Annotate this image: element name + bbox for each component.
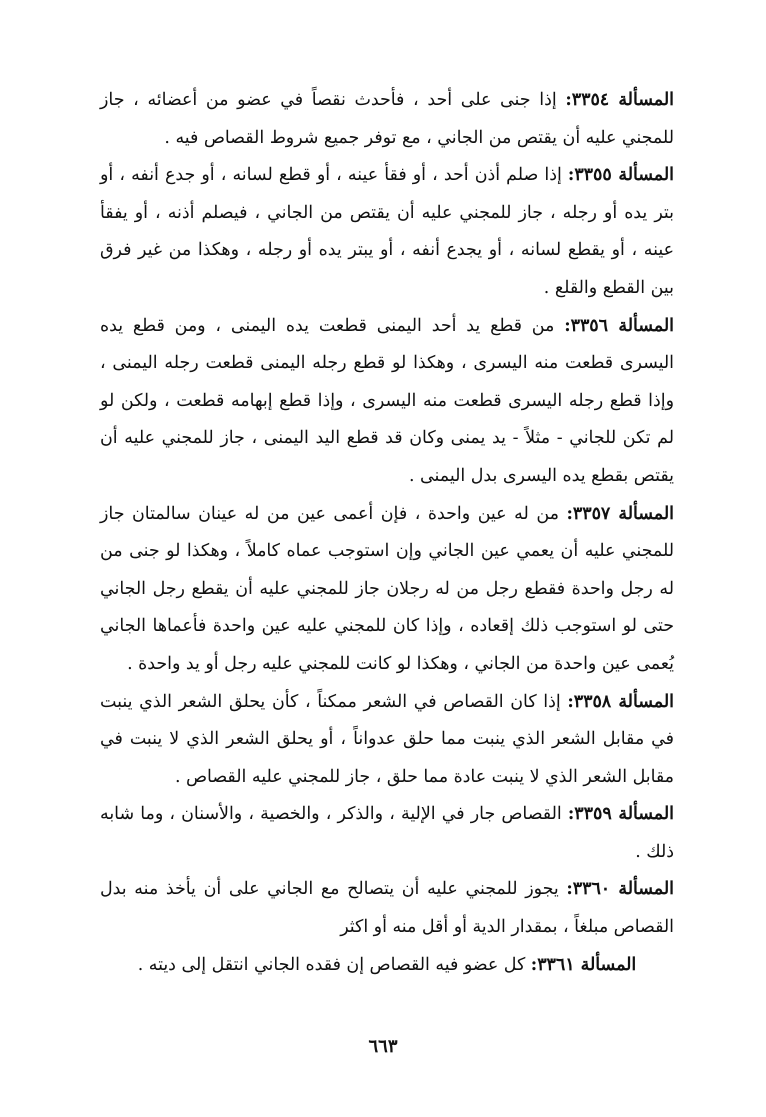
issue-text: يجوز للمجني عليه أن يتصالح مع الجاني على أن يأخذ منه بدل القصاص مبلغاً ، بمقدار الدية أو أقل منه أو اكثر: [100, 879, 674, 938]
issue-label: المسألة ٣٣٦١:: [530, 954, 637, 975]
issue-text: كل عضو فيه القصاص إن فقده الجاني انتقل إلى ديته .: [137, 954, 531, 975]
issue-label: المسألة ٣٣٥٦:: [564, 315, 674, 336]
issue-3354: [100, 82, 674, 157]
issue-label: المسألة ٣٣٥٥:: [567, 165, 674, 186]
issue-3359: [100, 796, 674, 871]
issue-label: المسألة ٣٣٥٤:: [565, 90, 674, 110]
issue-text: من له عين واحدة ، فإن أعمى عين من له عينان سالمتان جاز للمجني عليه أن يعمي عين الجاني وإن استوجب عماه كاملاً ، وهكذا لو جنى من له رجل واحدة فقطع رجل من له رجلان جاز للمجني عليه أن يقطع رجل الجاني حتى لو استوجب ذلك إقعاده ، وإذا كان للمجني عليه عين واحدة فأعماها الجاني يُعمى عين واحدة من الجاني ، وهكذا لو كانت للمجني عليه رجل أو يد واحدة .: [100, 503, 674, 674]
issue-3361: [100, 947, 674, 985]
issue-label: المسألة ٣٣٥٩:: [567, 804, 674, 825]
issue-text: القصاص جار في الإلية ، والذكر ، والخصية ، والأسنان ، وما شابه ذلك .: [100, 804, 674, 862]
issue-3358: [100, 684, 674, 797]
issue-text: إذا صلم أذن أحد ، أو فقأ عينه ، أو قطع لسانه ، أو جدع أنفه ، أو بتر يده أو رجله ، جاز للمجني عليه أن يقتص من الجاني ، فيصلم أذنه ، أو يفقأ عينه ، أو يقطع لسانه ، أو يجدع أنفه ، أو يبتر يده أو رجله ، وهكذا من غير فرق بين القطع والقلع .: [100, 165, 674, 298]
page-number: ٦٦٣: [368, 1036, 398, 1057]
issue-3360: [100, 871, 674, 946]
issue-label: المسألة ٣٣٥٧:: [566, 503, 674, 524]
issue-label: المسألة ٣٣٥٨:: [567, 691, 674, 712]
issue-text: إذا كان القصاص في الشعر ممكناً ، كأن يحلق الشعر الذي ينبت في مقابل الشعر الذي ينبت مما حلق عدواناً ، أو يحلق الشعر الذي لا ينبت في مقابل الشعر الذي لا ينبت عادة مما حلق ، جاز للمجني عليه القصاص .: [100, 691, 674, 787]
issue-3355: [100, 157, 674, 307]
issue-3356: [100, 308, 674, 496]
issue-text: من قطع يد أحد اليمنى قطعت يده اليمنى ، ومن قطع يده اليسرى قطعت منه اليسرى ، وهكذا لو قطع رجله اليمنى قطعت رجله اليمنى ، وإذا قطع رجله اليسرى قطعت منه اليسرى ، وإذا قطع إبهامه قطعت ، ولكن لو لم تكن للجاني - مثلاً - يد يمنى وكان قد قطع اليد اليمنى ، جاز للمجني عليه أن يقتص بقطع يده اليسرى بدل اليمنى .: [100, 315, 674, 486]
issue-3357: [100, 496, 674, 684]
issue-label: المسألة ٣٣٦٠:: [566, 879, 674, 900]
issue-text: إذا جنى على أحد ، فأحدث نقصاً في عضو من أعضائه ، جاز للمجني عليه أن يقتص من الجاني ، مع توفر جميع شروط القصاص فيه .: [100, 90, 674, 148]
page-body: [100, 82, 674, 984]
